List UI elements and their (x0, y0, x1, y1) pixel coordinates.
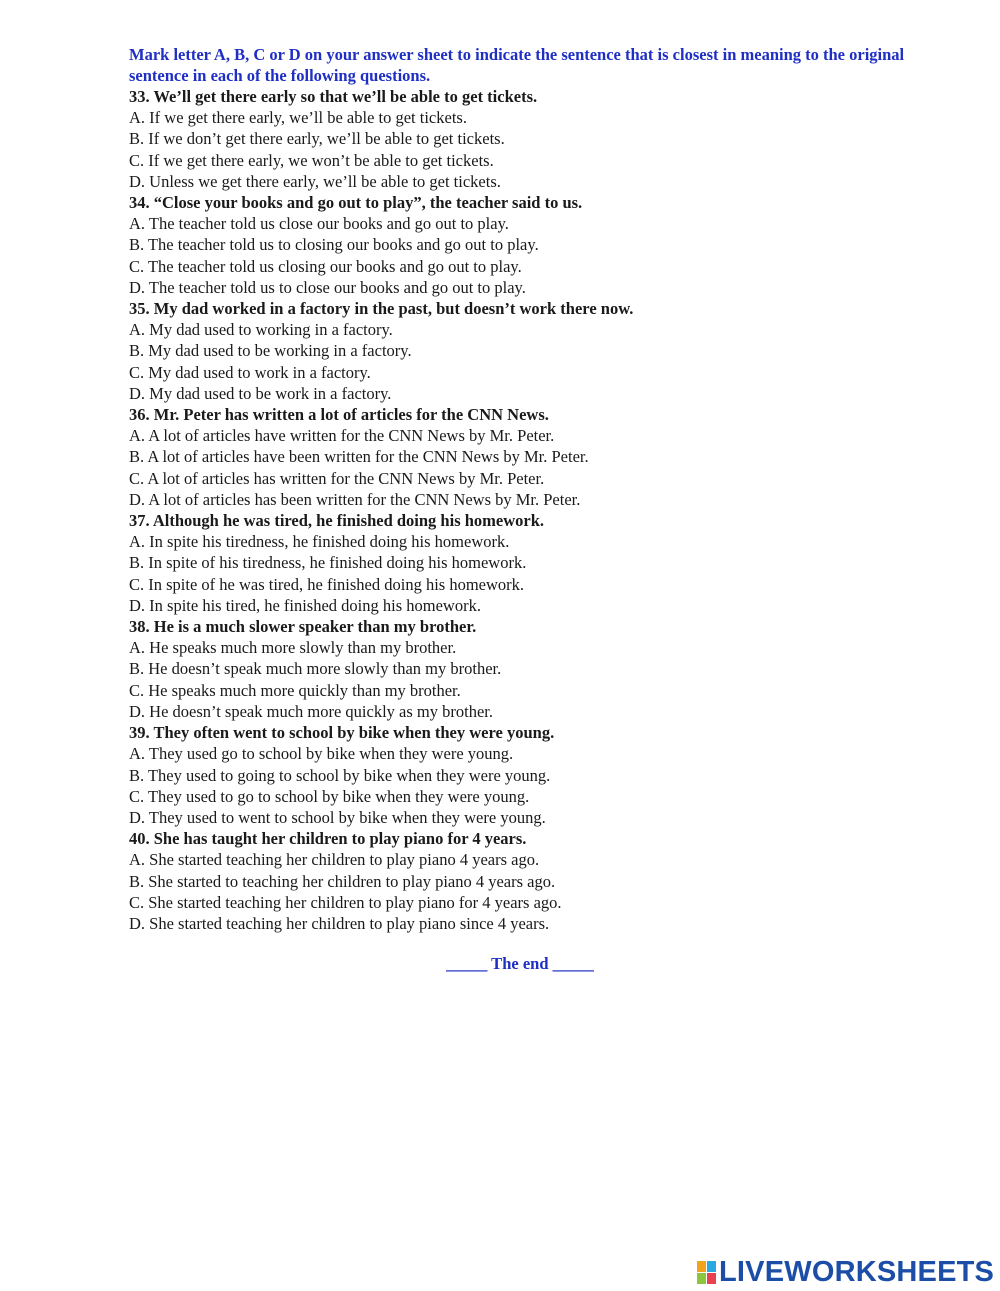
logo-block-3 (697, 1273, 706, 1284)
liveworksheets-logo[interactable] (697, 1254, 994, 1290)
answer-option-c: C. She started teaching her children to play piano for 4 years ago. (129, 892, 562, 912)
answer-option-c: C. They used to go to school by bike when they were young. (129, 786, 530, 806)
logo-block-2 (707, 1261, 716, 1272)
answer-option-c: C. If we get there early, we won’t be able to get tickets. (129, 150, 494, 170)
instruction-text: Mark letter A, B, C or D on your answer sheet to indicate the sentence that is closest in meaning to the original sentence in each of the following questions. (129, 45, 905, 85)
question-item (129, 298, 929, 404)
question-stem: 35. My dad worked in a factory in the past, but doesn’t work there now. (129, 299, 634, 319)
question-item (129, 616, 929, 722)
answer-option-a: A. She started teaching her children to play piano 4 years ago. (129, 850, 540, 870)
the-end-label: _____ The end _____ (446, 954, 594, 973)
answer-option-c: C. My dad used to work in a factory. (129, 362, 371, 382)
question-stem: 36. Mr. Peter has written a lot of articles for the CNN News. (129, 405, 549, 425)
question-stem: 38. He is a much slower speaker than my brother. (129, 617, 477, 637)
question-stem: 37. Although he was tired, he finished doing his homework. (129, 511, 545, 531)
answer-option-a: A. In spite his tiredness, he finished doing his homework. (129, 532, 510, 552)
answer-option-c: C. He speaks much more quickly than my brother. (129, 680, 461, 700)
question-item (129, 192, 929, 298)
answer-option-b: B. If we don’t get there early, we’ll be able to get tickets. (129, 129, 505, 149)
answer-option-b: B. She started to teaching her children to play piano 4 years ago. (129, 871, 556, 891)
answer-option-b: B. They used to going to school by bike when they were young. (129, 765, 551, 785)
question-stem: 39. They often went to school by bike when they were young. (129, 723, 555, 743)
question-item (129, 86, 929, 192)
answer-option-d: D. A lot of articles has been written for the CNN News by Mr. Peter. (129, 489, 581, 509)
answer-option-d: D. My dad used to be work in a factory. (129, 383, 392, 403)
question-list (129, 86, 929, 934)
answer-option-d: D. The teacher told us to close our books and go out to play. (129, 277, 526, 297)
answer-option-d: D. She started teaching her children to play piano since 4 years. (129, 913, 550, 933)
answer-option-a: A. If we get there early, we’ll be able to get tickets. (129, 108, 467, 128)
answer-option-a: A. My dad used to working in a factory. (129, 320, 393, 340)
logo-blocks-icon (697, 1261, 716, 1284)
logo-block-1 (697, 1261, 706, 1272)
answer-option-b: B. In spite of his tiredness, he finished doing his homework. (129, 553, 527, 573)
answer-option-a: A. They used go to school by bike when they were young. (129, 744, 514, 764)
logo-block-4 (707, 1273, 716, 1284)
question-item (129, 404, 929, 510)
answer-option-b: B. A lot of articles have been written for the CNN News by Mr. Peter. (129, 447, 589, 467)
question-stem: 34. “Close your books and go out to play”, the teacher said to us. (129, 193, 583, 213)
answer-option-c: C. In spite of he was tired, he finished doing his homework. (129, 574, 525, 594)
logo-text: LIVEWORKSHEETS (719, 1255, 995, 1288)
question-stem: 33. We’ll get there early so that we’ll be able to get tickets. (129, 87, 538, 106)
answer-option-c: C. A lot of articles has written for the CNN News by Mr. Peter. (129, 468, 545, 488)
answer-option-a: A. A lot of articles have written for the CNN News by Mr. Peter. (129, 426, 555, 446)
question-item (129, 510, 929, 616)
answer-option-d: D. Unless we get there early, we’ll be able to get tickets. (129, 171, 501, 191)
worksheet-content (129, 44, 929, 934)
question-item (129, 722, 929, 828)
answer-option-d: D. In spite his tired, he finished doing his homework. (129, 595, 481, 615)
answer-option-a: A. The teacher told us close our books and go out to play. (129, 214, 509, 234)
question-stem: 40. She has taught her children to play piano for 4 years. (129, 829, 527, 849)
answer-option-d: D. They used to went to school by bike when they were young. (129, 807, 546, 827)
question-item (129, 828, 929, 934)
answer-option-b: B. My dad used to be working in a factory. (129, 341, 412, 361)
answer-option-a: A. He speaks much more slowly than my brother. (129, 638, 457, 658)
answer-option-c: C. The teacher told us closing our books and go out to play. (129, 256, 522, 276)
answer-option-b: B. The teacher told us to closing our books and go out to play. (129, 235, 539, 255)
answer-option-d: D. He doesn’t speak much more quickly as my brother. (129, 701, 493, 721)
answer-option-b: B. He doesn’t speak much more slowly than my brother. (129, 659, 502, 679)
